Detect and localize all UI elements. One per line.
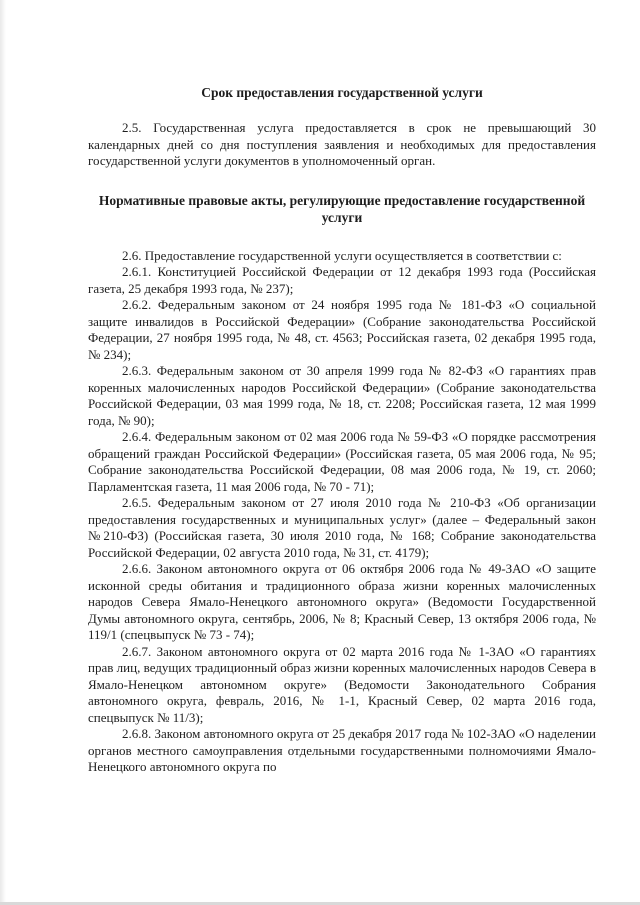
- document-body: [88, 84, 596, 776]
- list-item-2-6-6: 2.6.6. Законом автономного округа от 06 октября 2006 года № 49-ЗАО «О защите исконной среды обитания и традиционного образа жизни коренных малочисленных народов Севера Ямало-Ненецкого автономного округа» (Ведомости Государственной Думы автономного округа, сентябрь, 2006, № 8; Красный Север, 13 октября 2006 года, № 119/1 (спецвыпуск № 73 - 74);: [88, 561, 596, 642]
- paragraph-2-6: 2.6. Предоставление государственной услуги осуществляется в соответствии с:: [122, 247, 562, 263]
- section-heading-legal-acts: Нормативные правовые акты, регулирующие предоставление государственной услуги: [98, 192, 586, 225]
- list-item-2-6-2: 2.6.2. Федеральным законом от 24 ноября 1995 года № 181-ФЗ «О социальной защите инвалидов в Российской Федерации» (Собрание законодательства Российской Федерации, 27 ноября 1995 года, № 48, ст. 4563; Российская газета, 02 декабря 1995 года, № 234);: [88, 297, 596, 362]
- list-item-2-6-7: 2.6.7. Законом автономного округа от 02 марта 2016 года № 1-ЗАО «О гарантиях прав лиц, ведущих традиционный образ жизни коренных малочисленных народов Севера в Ямало-Ненецком автономном округе» (Ведомости Законодательного Собрания автономного округа, февраль, 2016, № 1-1, Красный Север, 02 марта 2016 года, спецвыпуск № 11/3);: [88, 643, 596, 725]
- list-item-2-6-8: 2.6.8. Законом автономного округа от 25 декабря 2017 года № 102-ЗАО «О наделении органов местного самоуправления отдельными государственными полномочиями Ямало-Ненецкого автономного округа по: [88, 726, 596, 774]
- list-item-2-6-1: 2.6.1. Конституцией Российской Федерации от 12 декабря 1993 года (Российская газета, 25 декабря 1993 года, № 237);: [88, 264, 596, 296]
- list-item-2-6-5: 2.6.5. Федеральным законом от 27 июля 2010 года № 210-ФЗ «Об организации предоставления государственных и муниципальных услуг» (далее – Федеральный закон №210-ФЗ) (Российская газета, 30 июля 2010 года, № 168; Собрание законодательства Российской Федерации, 02 августа 2010 года, № 31, ст. 4179);: [88, 495, 596, 560]
- scan-edge-left: [0, 0, 6, 905]
- list-item-2-6-4: 2.6.4. Федеральным законом от 02 мая 2006 года № 59-ФЗ «О порядке рассмотрения обращений граждан Российской Федерации» (Российская газета, 05 мая 2006 года, № 95; Собрание законодательства Российской Федерации, 08 мая 2006 года, № 19, ст. 2060; Парламентская газета, 11 мая 2006 года, № 70 - 71);: [88, 429, 596, 494]
- paragraph-2-5: 2.5. Государственная услуга предоставляется в срок не превышающий 30 календарных дней со дня поступления заявления и необходимых для предоставления государственной услуги документов в уполномоченный орган.: [88, 120, 596, 168]
- section-heading-service-term: Срок предоставления государственной услуги: [201, 85, 483, 100]
- list-item-2-6-3: 2.6.3. Федеральным законом от 30 апреля 1999 года № 82-ФЗ «О гарантиях прав коренных малочисленных народов Российской Федерации» (Собрание законодательства Российской Федерации, 03 мая 1999 года, № 18, ст. 2208; Российская газета, 12 мая 1999 года, № 90);: [88, 363, 596, 428]
